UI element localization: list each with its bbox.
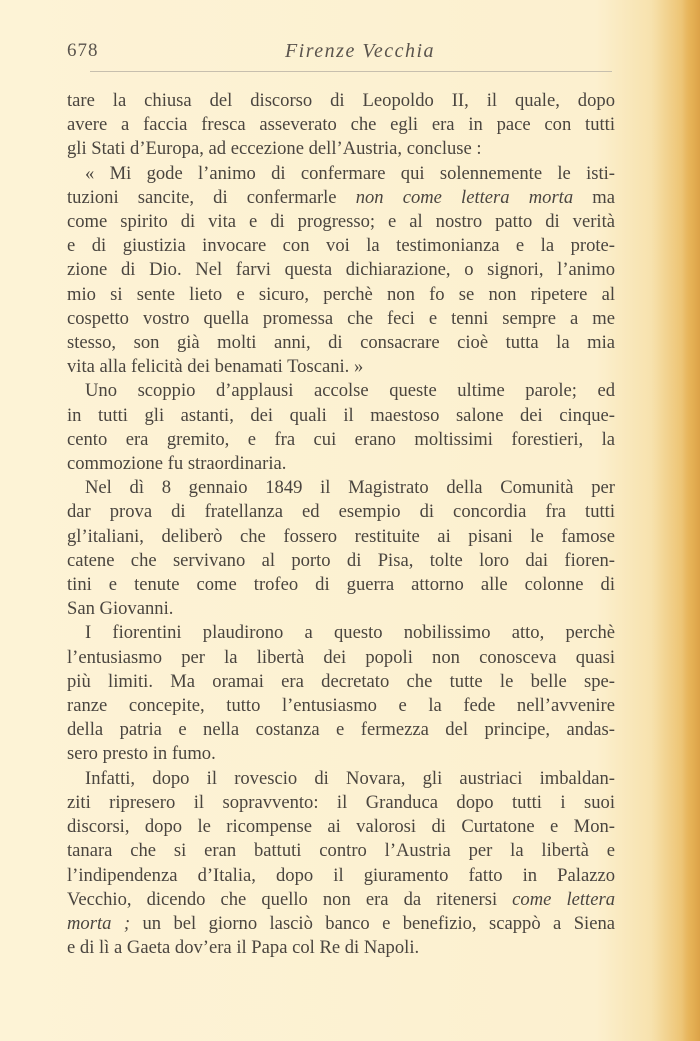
text-line: Infatti, dopo il rovescio di Novara, gli austriaci imbaldan- [85, 767, 615, 789]
text-line: cospetto vostro quella promessa che feci e tenni sempre a me [67, 307, 615, 329]
text-line: sero presto in fumo. [67, 743, 216, 765]
text-line: discorsi, dopo le ricompense ai valorosi di Curtatone e Mon- [67, 816, 615, 838]
text-line: I fiorentini plaudirono a questo nobilissimo atto, perchè [85, 622, 615, 644]
text-line: tanara che si eran battuti contro l’Austria per la libertà e [67, 840, 615, 862]
italic-phrase: morta ; [67, 912, 131, 934]
text-line [67, 186, 615, 210]
text-line: avere a faccia fresca asseverato che egli era in pace con tutti [67, 114, 615, 136]
text-line: San Giovanni. [67, 598, 174, 620]
text-line: ziti ripresero il sopravvento: il Granduca dopo tutti i suoi [67, 791, 615, 813]
text-line: della patria e nella costanza e fermezza del principe, andas- [67, 719, 615, 741]
text-line: l’indipendenza d’Italia, dopo il giuramento fatto in Palazzo [67, 864, 615, 886]
text-line [67, 912, 615, 936]
text-line: catene che servivano al porto di Pisa, tolte loro dai fioren- [67, 549, 615, 571]
text-line: mio si sente lieto e sicuro, perchè non fo se non ripetere al [67, 283, 615, 305]
text-line: « Mi gode l’animo di confermare qui solennemente le isti- [85, 162, 615, 184]
text-segment: un bel giorno lasciò banco e benefizio, scappò a Siena [130, 912, 615, 934]
text-line [67, 888, 615, 912]
header-rule [90, 71, 612, 72]
text-line: e di lì a Gaeta dov’era il Papa col Re di Napoli. [67, 937, 420, 959]
text-line: in tutti gli astanti, dei quali il maestoso salone dei cinque- [67, 404, 615, 426]
page-edge-shadow [682, 0, 700, 1041]
text-line: gl’italiani, deliberò che fossero restituite ai pisani le famose [67, 525, 615, 547]
text-line: vita alla felicità dei benamati Toscani. » [67, 356, 364, 378]
text-line: tare la chiusa del discorso di Leopoldo II, il quale, dopo [67, 90, 615, 111]
text-line: ranze concepite, tutto l’entusiasmo e la fede nell’avvenire [67, 695, 615, 717]
text-line: dar prova di fratellanza ed esempio di concordia fra tutti [67, 501, 615, 523]
text-segment: Vecchio, dicendo che quello non era da ritenersi [67, 888, 513, 910]
running-title: Firenze Vecchia [284, 40, 436, 62]
italic-phrase: non come lettera morta [355, 186, 574, 208]
page-header [0, 34, 700, 74]
text-line: Nel dì 8 gennaio 1849 il Magistrato della Comunità per [85, 477, 615, 499]
text-line: commozione fu straordinaria. [67, 453, 287, 475]
text-line: e di giustizia invocare con voi la testimonianza e la prote- [67, 235, 615, 257]
text-segment: tuzioni sancite, di confermarle [67, 186, 356, 208]
text-segment: ma [573, 186, 615, 208]
italic-phrase: come lettera [512, 888, 615, 910]
text-line: tini e tenute come trofeo di guerra attorno alle colonne di [67, 574, 615, 596]
page-number: 678 [67, 40, 99, 61]
text-line: gli Stati d’Europa, ad eccezione dell’Austria, concluse : [67, 138, 482, 160]
text-line: Uno scoppio d’applausi accolse queste ultime parole; ed [85, 380, 615, 402]
text-line: come spirito di vita e di progresso; e al nostro patto di verità [67, 211, 615, 233]
text-line: zione di Dio. Nel farvi questa dichiarazione, o signori, l’animo [67, 259, 615, 281]
text-line: stesso, son già molti anni, di consacrare cioè tutta la mia [67, 332, 615, 354]
text-line: più limiti. Ma oramai era decretato che tutte le belle spe- [67, 670, 615, 692]
text-line: cento era gremito, e fra cui erano moltissimi forestieri, la [67, 428, 615, 450]
body-text [67, 89, 615, 960]
text-line: l’entusiasmo per la libertà dei popoli non conosceva quasi [67, 646, 615, 668]
